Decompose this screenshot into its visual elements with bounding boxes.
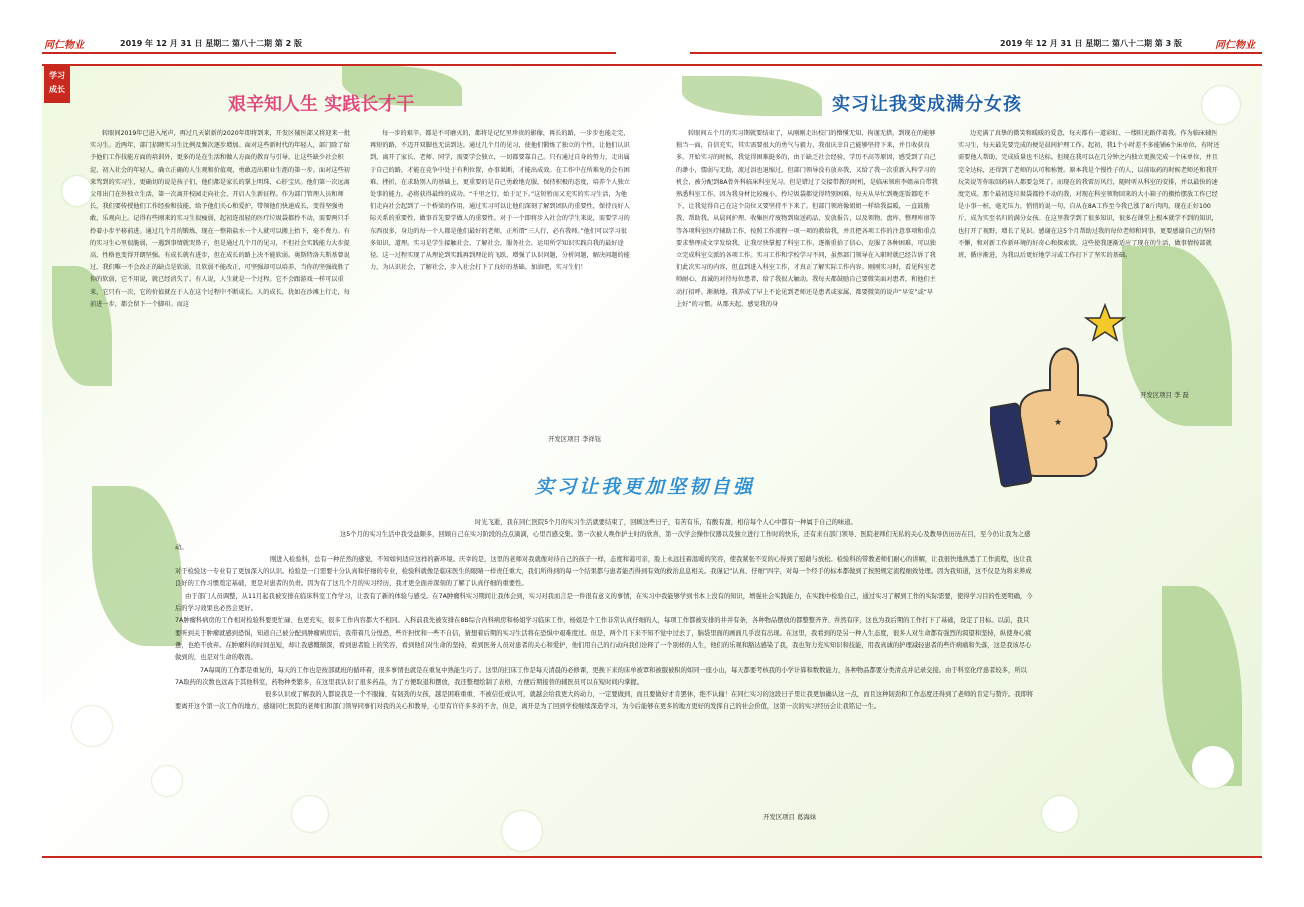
section-label xyxy=(44,66,70,103)
article2-title: 实习让我变成满分女孩 xyxy=(832,94,1022,115)
flower-decoration xyxy=(1202,86,1240,124)
article3-paragraph: 7A每周的工作都是重复的，每天的工作也是按部就班的循环着，很多事情也就是在重复中熟能生巧了。这里的扫床工作是每天清晨的必修课，更换下来的床单被罩和被服被积的如同一座小山，每天都要考核我的小学计算和数数能力，各种物品都要分类清点并记录交接。由于科室化疗患者较多，所以7A取药的次数也远高于其他科室，药物种类繁多，在这里我认识了很多药品，为了方便取退和摆放，我还整理绘制了表格，方便后期接替的辅医员可以在短时间内掌握。 xyxy=(175,666,1027,686)
header-rule-left xyxy=(42,52,616,54)
article1-title: 艰辛知人生 实践长才干 xyxy=(228,94,415,115)
left-date: 2019 年 12 月 31 日 星期二 第八十二期 第 2 版 xyxy=(120,39,302,48)
thumbs-up-icon xyxy=(990,300,1140,500)
leaf-decoration xyxy=(682,76,822,116)
article3-paragraph: 很多认识或了解我的人都说我是一个不服输、有韧劲的女孩，越是困难重重、不被信任或认可，就越会给我更大的动力，一定要做到，而且要做好才肯罢休，绝不认输！在同仁实习的这段日子里让我更加确认这一点，而且这种韧劲和工作态度还得到了老师的肯定与赞许。我即将要离开这个第一次工作的地方，感谢同仁医院的老师们和部门领导同事们对我的关心和教导，心里有许许多多的不舍，但是，离开是为了回到学校继续深造学习，为今后能够在更多的地方更好的发挥自己的社会价值，这第一次的实习经历会让我铭记一生。 xyxy=(175,691,1034,711)
right-logo: 同仁物业 xyxy=(1215,40,1255,51)
article3-byline: 开发区项目 葛海妹 xyxy=(763,813,817,821)
article1-col2: 每一步的艰辛，都是不可磨灭的，都将是记忆里珍贵的影像，再长的路，一步步也能走完，再短的路，不迈开双脚也无法到达。通过几个月的见习，使他们锻炼了独立的个性，让他们认识到，离开了家长、老师、同学，需要学会独立，一切都要靠自己。只有通过自身的努力，走出属于自己的路，才能在竞争中处于有利位置，办事果断，才能出成效。在工作中在所难免的会有困难、挫折，在求助别人的基础上，更重要的是自己勇敢地克服，保持积极的态度，培养个人独立处事的能力，必将获得最终的成功。“千里之行，始于足下。”这短暂而又充实的实习生活，为他们走向社会起到了一个桥梁的作用，通过实习可以让他们深刻了解到团队的重要性，保持良好人际关系的重要性，做事首先要学做人的重要性。对于一个即将步入社会的学生来说，需要学习的东西很多，身边的每一个人都是他们最好的老师，正所谓“三人行，必有我师。”他们可以学习很多知识、道理。实习是学生接触社会，了解社会，服务社会，运用所学知识实践自我的最好途径。这一过程实现了从理论到实践再到理论的飞跃，增强了认识问题，分析问题，解决问题的能力，为认识社会，了解社会，步入社会打下了良好的基础。加油吧，实习生们！ xyxy=(370,130,630,272)
article2-col2: 边充满了真挚的微笑和暖暖的爱意，每天都有一道彩虹、一缕阳光路伴着我。作为临床辅医实习生，每天最先要完成的便是晨间护理工作。起初，我1个小时差不多能铺6个床单位，有时还需要他人帮助，完成质量也不达标。但现在我可以在几分钟之内独立更换完成一个床单位，并且完全达标，还得到了老师的认可和称赞。原本我是个慢性子的人，以前取药的时候老师还和我开玩笑说等你取回药病人都要急死了。而现在的我雷厉风行，随时听从科室的安排，并以最快的速度完成。那个最初连垃圾袋都拎不动的我，对现在科室领物回来的大小箱子的搬抬摆放工作已经是小事一桩，毫无压力，悄悄的说一句，自从在8A工作至今我已涨了8斤肉肉，现在正好100斤，成为实至名归的满分女孩。在这里我学到了很多知识，很多在课堂上根本就学不到的知识，也打开了视野，增长了见识。感谢在这5个月帮助过我的每位老师和同事，更要感谢自己的坚持不懈，和对新工作新环境的好奇心和探索欲。这些使我逐渐适应了现在的生活，做事情按部就班，循序渐进，为我以后更好地学习或工作打下了坚实的基础。 xyxy=(958,130,1220,260)
section-label-line1: 学习 xyxy=(49,71,65,80)
left-logo: 同仁物业 xyxy=(44,40,84,51)
article3-paragraph: 由于部门人员调整，从11月起我被安排在临床科室工作学习，让我有了新的体验与感受。在7A肿瘤科实习期间让我体会到，实习对我而言是一件很有意义的事情，在实习中我能够学到书本上没有的知识，增强社会实践能力，在实践中检验自己，通过实习了解到工作的实际需要，使得学习目的性更明确，今后的学习效果也必然会更好。 xyxy=(175,592,1033,613)
flower-decoration xyxy=(292,796,328,832)
article3-paragraph: 时光飞逝，我在同仁医院5个月的实习生活就要结束了，回顾这些日子，有苦有乐，有酸有甜，相信每个人心中都有一种属于自己的味道。 xyxy=(475,519,857,526)
article3-paragraph: 7A肿瘤科病房的工作相对检验科要更忙碌、也更充实，很多工作内容都大不相同。入科前我先被安排在8B综合内科病房和杨姐学习临床工作，杨姐是个工作非常认真仔细的人，每项工作都被安排的井井有条，各种物品摆放的都整整齐齐、井然有序，这也为我后期的工作打下了基础，设定了目标。以前，我只要听到关于肿瘤就感到恐惧，知道自己被分配到肿瘤病房后，我带着几分惶恐，些许担忧和一些不自信，猜想着后期的实习生活将在恐惧中艰难度过。但是，两个月下来不知不觉中过去了，脑袋里面的画面几乎没有出现。在这里，我看到的是另一种人生态度，很多人对生命都有强烈的渴望和坚持，纵使身心疲惫，也绝不放弃。在肿瘤科的时间虽短，却让我感慨颇深，看到患者脸上的笑容，看到他们对生命的坚持，看到医务人员对患者的关心和爱护，他们用自己的行动向我们诠释了一个别样的人生，他们的乐观和豁达感染了我，我也努力充实知识和技能，用我真诚的护理减轻患者的些许病痛和失落，这是我该尽心做到的，也是对生命的敬畏。 xyxy=(175,617,1032,662)
leaf-decoration xyxy=(92,486,182,646)
article3-body xyxy=(175,517,1035,714)
article1-byline: 开发区项目 李祥钰 xyxy=(548,435,602,443)
flower-decoration xyxy=(72,706,112,746)
article2-col1: 转眼间五个月的实习期就要结束了，从刚刚走出校门的懵懂无知、拘谨无措，到现在的能够独当一面，自信充实，其实需要很大的勇气与毅力，我很庆幸自己能够坚持下来，并且收获良多。开始实习的时候，我觉得困难挺多的，由于缺乏社会经验，学历不高等原因，感受到了自己的渺小，懦弱与无助，流过泪也退缩过，但部门领导没有放弃我，又给了我一次重新入科学习的机会，被分配到8A骨外科临床科室见习。但是错过了交接带教的时机，是临床领班李姐亲自带我熟悉科室工作。因为我身材比较瘦小，拎垃圾袋都觉得特别困难，每天从早忙到晚连饭都吃不下，让我觉得自己在这个岗位又要坚持不下来了。但部门领班像姐姐一样给我温暖，一直鼓励我、帮助我。从晨间护理、收集医疗废物到取送药品、发放报告，以及领物、盘库、整理库房等等各项科室医疗辅助工作，按照工作流程一项一项的教给我，并且把各项工作的注意事项和重点要求整理成文字发给我，让我尽快掌握了科室工作，逐渐重拾了信心，克服了各种困难，可以独立完成科室交派的各项工作。实习工作和学校学习不同，虽然部门领导在入职时就已经告诉了我们此次实习的内容，但直到进入科室工作，才真正了解实际工作内容。刚刚实习时，看见科室老师耐心、真诚的对待每位患者，给了我很大触动。我每天都鼓励自己要微笑面对患者，和他们主动打招呼。渐渐地，我养成了早上不论见到老师还是患者或家属，都要微笑的说声“早安”或“早上好”的习惯。从那天起，感觉我的身 xyxy=(676,130,938,308)
flower-decoration xyxy=(1192,746,1234,788)
svg-text:★: ★ xyxy=(1054,418,1063,428)
flower-decoration xyxy=(62,176,92,206)
article1-col1: 转眼间2019年已进入尾声，再过几天崭新的2020年即将到来，开发区辅医部又将迎来一批实习生。近两年，部门招聘实习生比例及频次逐步增加。面对这些新时代的年轻人，部门除了给予他们工作技能方面的培训外，更多的是在生活和做人方面的教育与引导，让这些缺少社会积淀，初入社会的年轻人，确立正确的人生观和价值观，勇敢迈出职业生涯的第一步。面对这些初来驾到的实习生，更确切的说是孩子们，他们都是家长的掌上明珠、心肝宝贝。他们第一次远离父母出门在外独立生活，第一次离开校园走向社会，开启人生新征程。作为部门管理人员和师长，我们要传授他们工作经验和技能，给予他们关心和爱护，带领他们快速成长，变得坚强勇敢，乐观向上。记得有些刚来的实习生很瘦弱，起初连很轻的医疗垃圾袋都拎不动，需要两只手拎着小步平移前进。通过几个月的锻炼，现在一整箱盐水一个人就可以搬上抬下，毫不费力。有的实习生心里很脆弱，一遇到事情就哭鼻子，但是通过几个月的见习，不但社会实践能力大步提高，性格也变得开朗坚强。有成长就有进步，但在成长的路上决不能软弱。奥斯特洛夫斯基曾说过，我们唯一不会改正的缺点是软弱，且软弱不能改正，可坚强却可以培养，当你的坚强战胜了你的软弱，它不用说，就已经消失了。有人说，人生就是一个过程。它不会跟游戏一样可以重来，它只有一次，它的价值就在于人在这个过程中不断成长。人的成长，犹如在沙滩上行走，每前进一步，都会留下一个脚印。而这 xyxy=(90,130,351,308)
article3-paragraph: 这5个月的实习生活中我受益颇多，回顾自己在实习阶段的点点滴滴，心里百感交集。第一次被人唤作护士时的欣喜，第一次学会操作仪器以及独立进行工作时的快乐，还有来自部门领导、医院老师们无私的关心及教导仍历历在目，至今仍让我为之感动。 xyxy=(175,531,1031,551)
flower-decoration xyxy=(1042,796,1078,832)
flower-decoration xyxy=(152,766,182,796)
article2-byline: 开发区项目 李 磊 xyxy=(1140,391,1189,399)
article3-paragraph: 刚进入检验科，总有一种茫然的感觉，不知如何适应这样的新环境。庆幸的是，这里的老师对我就像对待自己的孩子一样，态度和蔼可亲，脸上永远挂着温暖的笑容，使我紧张不安的心得到了慰藉与放松。检验科的带教老师们耐心的讲解，让我很快地熟悉了工作流程，也让我对于检验这一专业有了更加深入的认识。检验是一门需要十分认真和仔细的专业，检验科就像是临床医生的眼睛一样责任重大，我们所得到的每一个结果都与患者能否得到有效的救治息息相关。我谨记“认真、仔细”四字，对每一个经手的标本都做到了按照规定流程细致处理。因为我知道，这不仅是为将来养成良好的工作习惯奠定基础，更是对患者的负责。因为有了这几个月的实习经历，我才更全面并深刻的了解了认真仔细的重要性。 xyxy=(175,555,1032,588)
article3-title: 实习让我更加坚韧自强 xyxy=(535,476,756,498)
section-label-line2: 成长 xyxy=(49,85,65,94)
header-rule-right xyxy=(690,52,1262,54)
right-date: 2019 年 12 月 31 日 星期二 第八十二期 第 3 版 xyxy=(1000,39,1182,48)
flower-decoration xyxy=(502,811,542,851)
